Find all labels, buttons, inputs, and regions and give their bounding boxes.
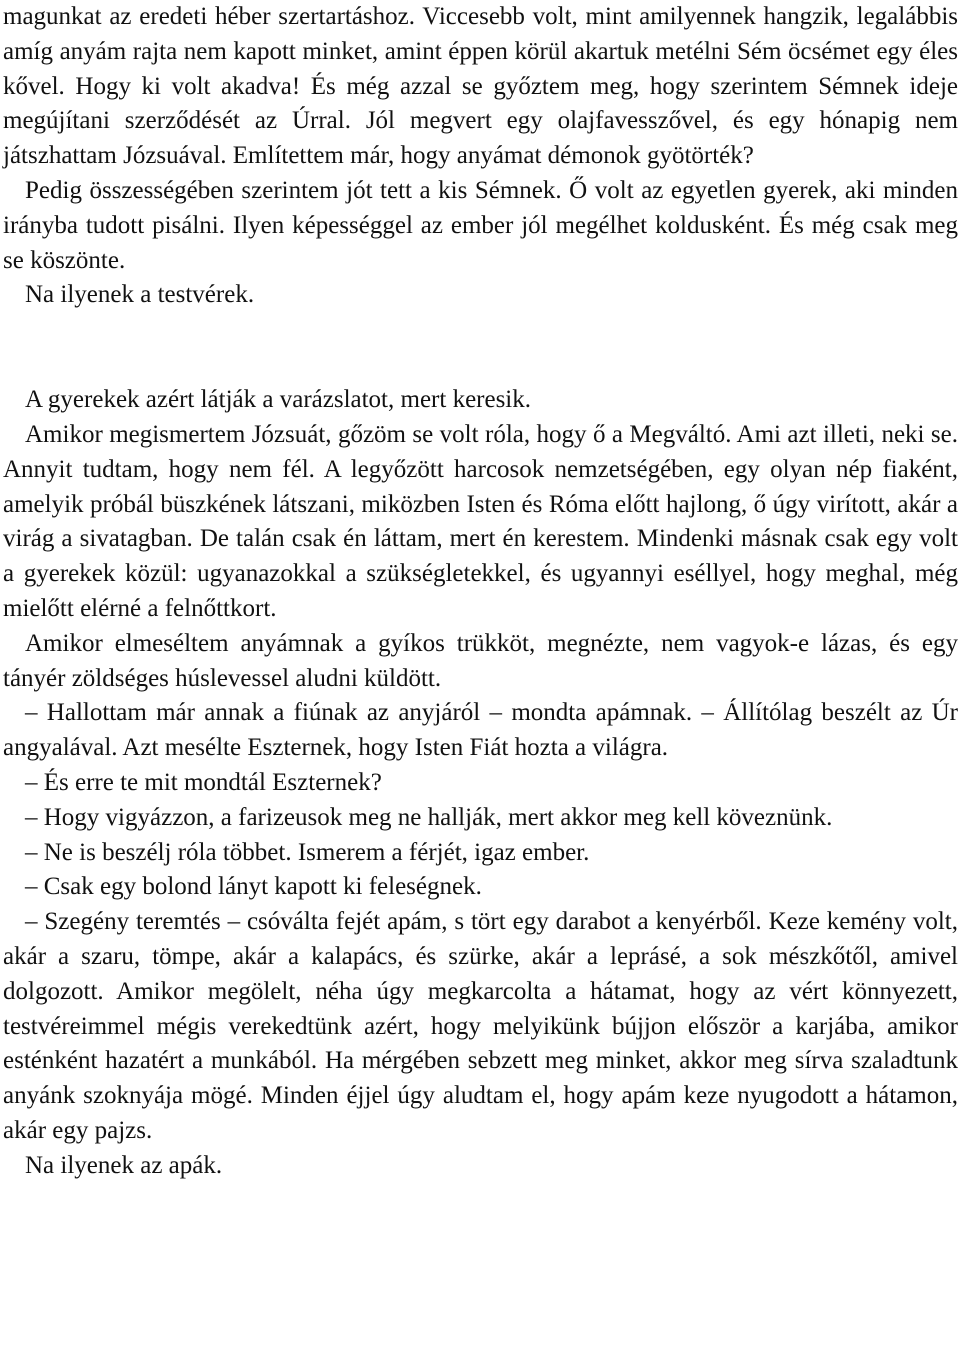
- paragraph: Na ilyenek a testvérek.: [25, 281, 255, 309]
- dialogue-paragraph: – Hogy vigyázzon, a farizeusok meg ne hallják, mert akkor meg kell köveznünk.: [25, 803, 833, 831]
- paragraph: Amikor elmeséltem anyámnak a gyíkos trükköt, megnézte, nem vagyok-e lázas, és egy tányér zöldséges húslevessel aludni küldött.: [3, 629, 958, 692]
- text-block-bottom: [3, 383, 958, 1183]
- paragraph: magunkat az eredeti héber szertartáshoz. Viccesebb volt, mint amilyennek hangzik, legalábbis amíg anyám rajta nem kapott minket, amint éppen körül akartuk metélni Sém öcsémet egy éles kővel. Hogy ki volt akadva! És még azzal se győztem meg, hogy szerintem Sémnek ideje megújítani szerződését az Úrral. Jól megvert egy olajfavesszővel, és egy hónapig nem játszhattam Józsuával. Említettem már, hogy anyámat démonok gyötörték?: [3, 3, 958, 170]
- dialogue-paragraph: – Hallottam már annak a fiúnak az anyjáról – mondta apámnak. – Állítólag beszélt az Úr angyalával. Azt mesélte Eszternek, hogy Isten Fiát hozta a világra.: [3, 699, 958, 762]
- dialogue-paragraph: – Csak egy bolond lányt kapott ki feleségnek.: [25, 873, 482, 901]
- dialogue-paragraph: – Ne is beszélj róla többet. Ismerem a férjét, igaz ember.: [25, 838, 590, 866]
- dialogue-paragraph: – És erre te mit mondtál Eszternek?: [25, 768, 382, 796]
- paragraph: Na ilyenek az apák.: [25, 1151, 223, 1179]
- paragraph: Pedig összességében szerintem jót tett a kis Sémnek. Ő volt az egyetlen gyerek, aki minden irányba tudott pisálni. Ilyen képességgel az ember jól megélhet koldusként. És még csak meg se köszönte.: [3, 176, 958, 274]
- text-block-top: [3, 0, 958, 313]
- dialogue-paragraph: – Szegény teremtés – csóválta fejét apám, s tört egy darabot a kenyérből. Keze kemény volt, akár a szaru, tömpe, akár a kalapács, és szürke, akár a leprásé, a sok mészkőtől, amivel dolgozott. Amikor megölelt, néha úgy megkarcolta a hátamat, hogy az vért könnyezett, testvéreimmel mégis verekedtünk azért, hogy melyikünk bújjon először a karjába, amikor esténként hazatért a munkából. Ha mérgében sebzett meg minket, akkor meg sírva szaladtunk anyánk szoknyája mögé. Minden éjjel úgy aludtam el, hogy apám keze nyugodott a hátamon, akár egy pajzs.: [3, 908, 958, 1144]
- paragraph: A gyerekek azért látják a varázslatot, mert keresik.: [25, 386, 532, 414]
- paragraph: Amikor megismertem Józsuát, gőzöm se volt róla, hogy ő a Megváltó. Ami azt illeti, neki se. Annyit tudtam, hogy nem fél. A legyőzött harcosok nemzetségében, egy olyan nép fiaként, amelyik próbál büszkének látszani, miközben Isten és Róma előtt hajlong, ő úgy virított, akár a virág a sivatagban. De talán csak én láttam, mert én kerestem. Mindenki másnak csak egy volt a gyerekek közül: ugyanazokkal a szükségletekkel, és ugyannyi eséllyel, hogy meghal, még mielőtt elérné a felnőttkort.: [3, 420, 958, 622]
- section-break: [3, 313, 958, 383]
